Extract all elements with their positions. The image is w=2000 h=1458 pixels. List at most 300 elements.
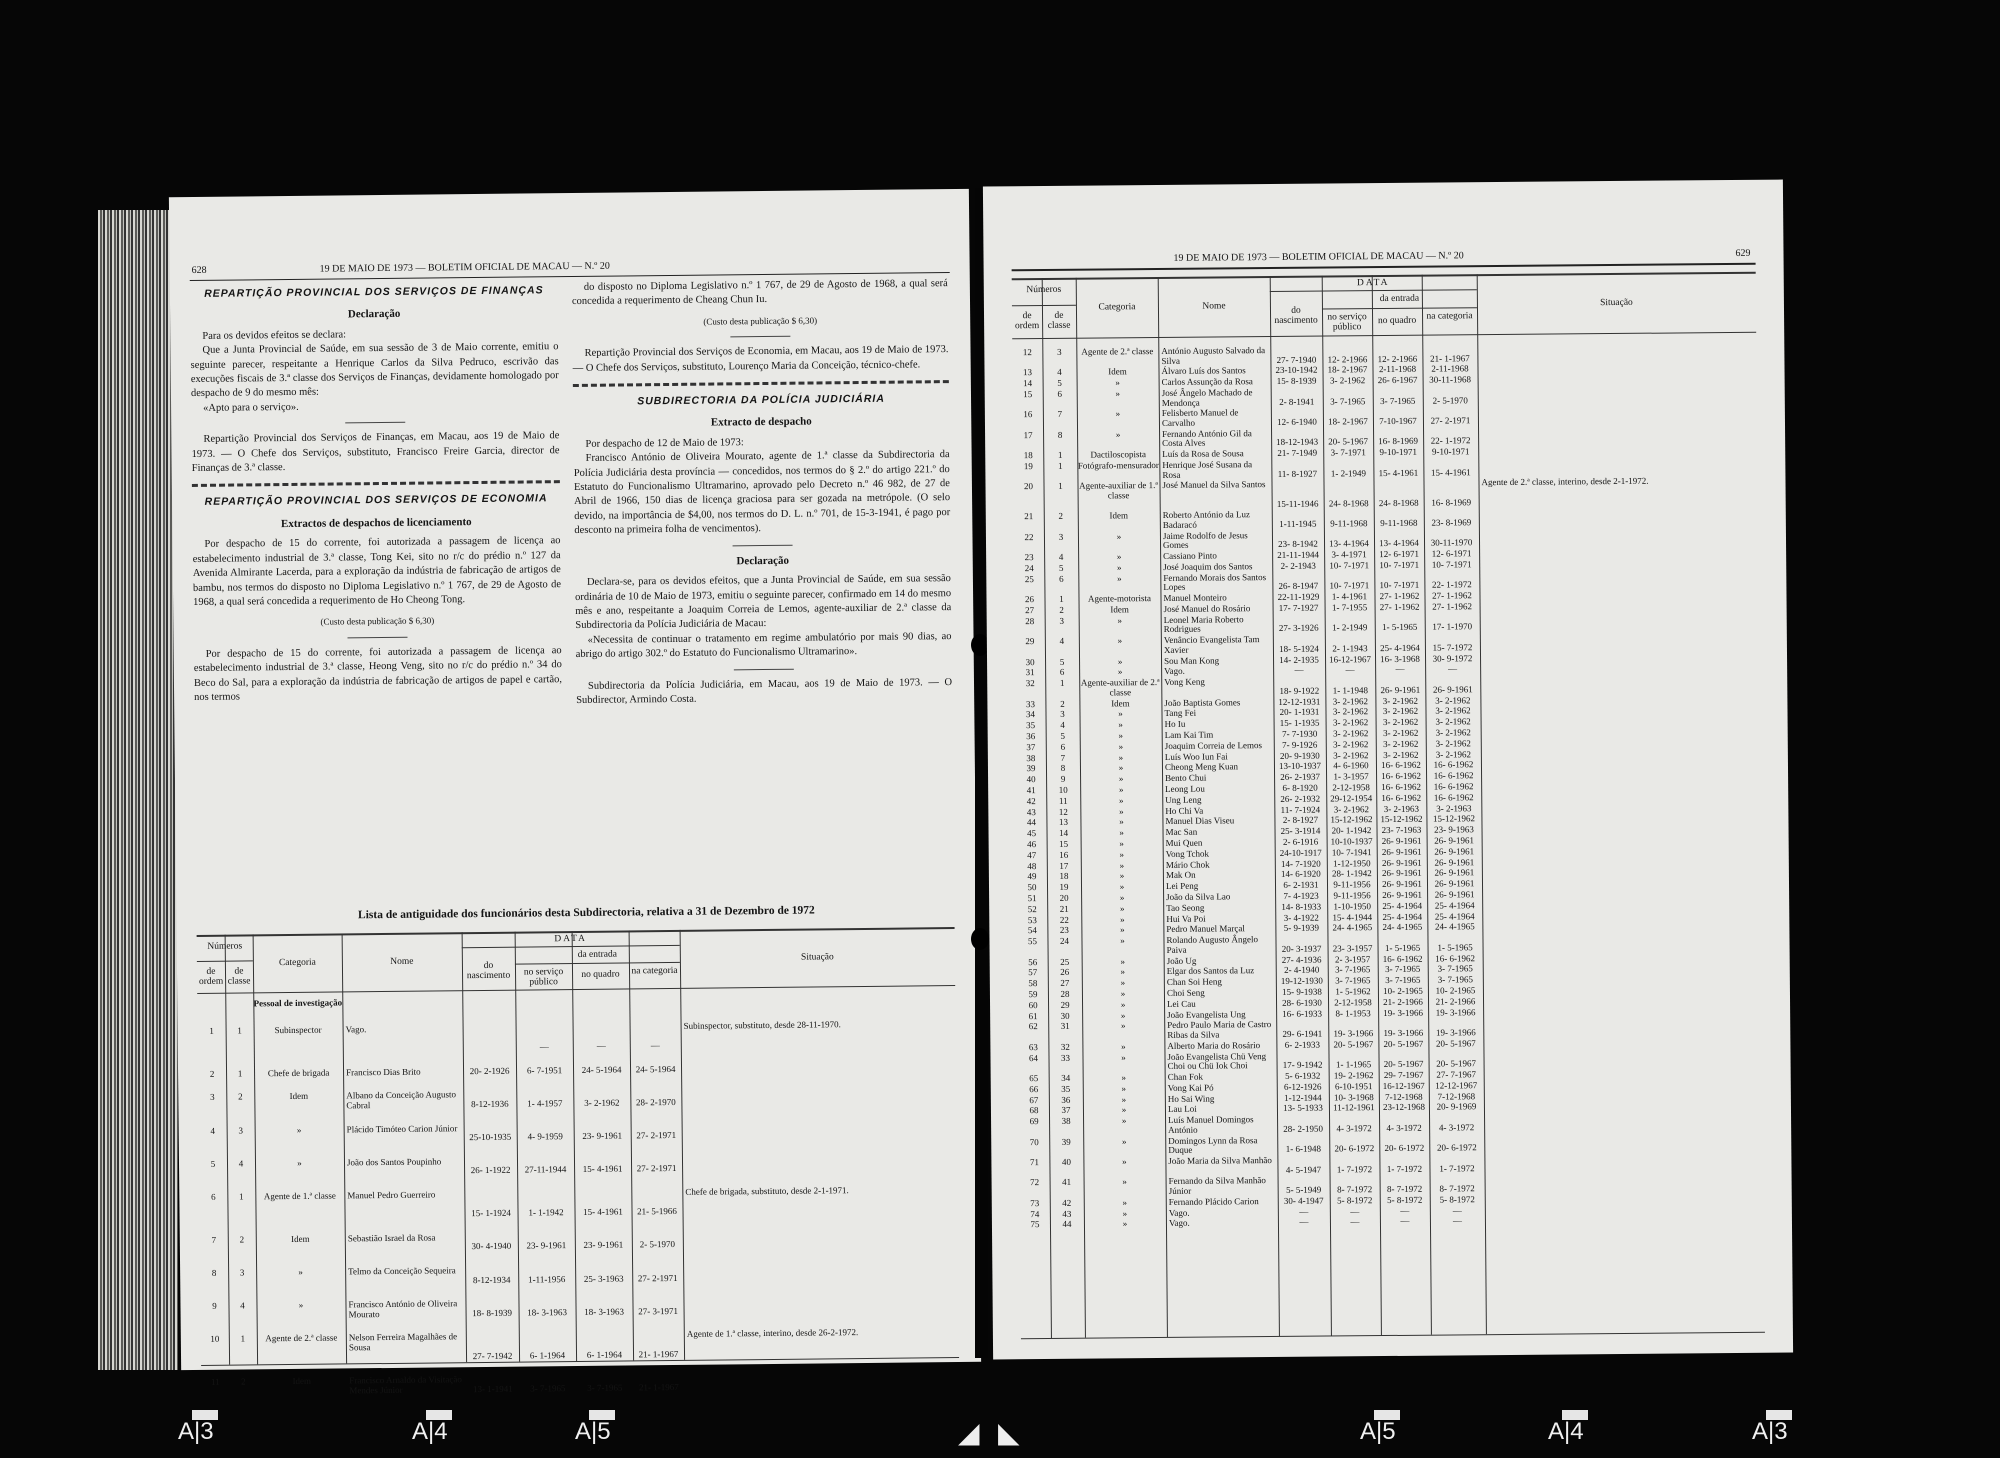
cell-nascimento: 13-10-1937 <box>1278 760 1322 772</box>
cell-nascimento: 29- 6-1941 <box>1282 1028 1323 1039</box>
cell-situacao <box>1485 920 1759 922</box>
film-frame-mark: A|3 <box>178 1418 214 1445</box>
cell-ordem: 10 <box>210 1334 220 1345</box>
cell-ordem: 33 <box>1025 698 1035 709</box>
cell-categoria: » <box>1117 655 1123 666</box>
cell-quadro: 6- 1-1964 <box>586 1349 623 1360</box>
cell-categoria: » <box>1118 708 1123 719</box>
cell-nascimento: 18- 5-1924 <box>1279 643 1319 654</box>
cell-categoria-data: 20- 5-1967 <box>1435 1038 1476 1049</box>
cell-nome: Fernando Morais dos Santos Lopes <box>1163 571 1267 593</box>
cell-categoria: » <box>1120 977 1126 988</box>
cell-categoria-data: 12- 6-1971 <box>1431 548 1472 559</box>
cell-categoria: » <box>1118 784 1124 795</box>
cell-categoria-data: 21- 5-1966 <box>637 1206 677 1217</box>
cell-nascimento: 2- 6-1916 <box>1282 836 1319 847</box>
cell-categoria: » <box>1120 966 1126 977</box>
cell-categoria-data: 15- 4-1961 <box>1430 466 1471 478</box>
cell-classe: 35 <box>1061 1083 1071 1094</box>
header-data: DATA <box>554 933 588 945</box>
table-row <box>198 1062 956 1079</box>
cell-categoria: » <box>296 1124 302 1135</box>
cell-servico-publico: 4- 6-1960 <box>1333 760 1369 771</box>
cell-situacao <box>1487 1131 1761 1133</box>
cell-nome: Rolando Augusto Ângelo Paiva <box>1166 934 1259 955</box>
cell-nascimento: 6-12-1926 <box>1283 1081 1322 1092</box>
cell-servico-publico: 20- 5-1967 <box>1328 436 1369 447</box>
cell-classe: 31 <box>1060 1021 1070 1032</box>
cell-nome: Ung Leng <box>1165 794 1202 805</box>
cell-ordem: 59 <box>1028 989 1038 1000</box>
cell-quadro: 15- 4-1961 <box>1378 467 1419 478</box>
cell-nascimento: — <box>1299 1217 1309 1228</box>
cell-situacao <box>1486 951 1760 953</box>
cell-quadro: 25- 4-1964 <box>1382 900 1423 911</box>
cell-quadro: 1- 7-1972 <box>1386 1163 1423 1174</box>
header-categoria: Categoria <box>1098 302 1136 313</box>
cell-servico-publico: 15- 4-1944 <box>1332 911 1373 923</box>
cell-nascimento: 15- 1-1935 <box>1279 717 1320 729</box>
cell-ordem: 45 <box>1026 828 1037 839</box>
table-row <box>199 1152 957 1176</box>
cell-situacao <box>1481 445 1755 447</box>
cell-classe: 19 <box>1059 881 1069 893</box>
cell-categoria: » <box>1116 531 1122 542</box>
cell-categoria-data: 23- 8-1969 <box>1431 517 1472 528</box>
cell-categoria-data: 3- 2-1962 <box>1435 738 1471 749</box>
cell-categoria-data: 22- 1-1972 <box>1430 435 1471 447</box>
cell-servico-publico: 9-11-1968 <box>1330 518 1368 529</box>
ornament-rule <box>573 380 949 387</box>
cell-categoria-data: — <box>1452 1215 1462 1226</box>
cell-nascimento: 28- 6-1930 <box>1282 997 1322 1008</box>
cell-ordem: 73 <box>1030 1197 1040 1208</box>
header-rule <box>1012 263 1756 271</box>
cell-nascimento: 27- 7-1942 <box>472 1350 513 1361</box>
cell-classe: 5 <box>1058 562 1064 573</box>
cell-quadro: 26- 9-1961 <box>1381 857 1422 868</box>
cell-nome: Manuel Pedro Guerreiro <box>347 1189 436 1201</box>
cell-categoria-data: 1- 5-1965 <box>1437 942 1473 953</box>
cell-nome: Hui Va Poi <box>1166 913 1206 924</box>
cell-quadro: 1- 5-1965 <box>1384 942 1421 953</box>
cell-servico-publico: 8- 1-1953 <box>1335 1007 1371 1019</box>
cell-classe: 37 <box>1061 1105 1071 1116</box>
cell-categoria-data: 25- 4-1964 <box>1434 900 1475 911</box>
cell-servico-publico: 2- 3-1957 <box>1334 953 1371 965</box>
cell-situacao <box>1488 1203 1762 1205</box>
cell-quadro: 16- 6-1962 <box>1381 792 1422 803</box>
cell-nascimento: 12- 6-1940 <box>1277 416 1317 427</box>
cell-quadro: 23- 7-1963 <box>1381 824 1422 836</box>
cell-situacao <box>1485 845 1759 847</box>
cell-nascimento: 27- 4-1936 <box>1281 954 1322 965</box>
cell-categoria-data: 20- 6-1972 <box>1436 1142 1477 1153</box>
cell-ordem: 28 <box>1025 615 1035 626</box>
cell-quadro: 16- 6-1962 <box>1381 781 1422 793</box>
cell-situacao <box>685 1152 955 1155</box>
cell-servico-publico: 18- 3-1963 <box>527 1306 568 1318</box>
paragraph: Por despacho de 15 do corrente, foi autorizada a passagem de licença ao estabelecimento industrial de 3.ª classe, Tong Kei, sito no r/c do prédio n.º 127 da Avenida Almirante Lacerda, para a exploração da indústria de fabricação de artigos de bambu, nos termos do disposto no Diploma Legislativo n.º 1 767, de 29 de Agosto de 1968, a qual será concedida a requerimento de Ho Cheong Tong. <box>192 535 562 608</box>
cell-situacao <box>1482 506 1756 508</box>
paragraph: «Apto para o serviço». <box>203 401 299 414</box>
cell-categoria-data: 25- 4-1964 <box>1434 910 1475 922</box>
cell-categoria: Chefe de brigada <box>267 1067 330 1079</box>
cell-categoria: » <box>298 1266 303 1277</box>
cell-servico-publico: 10- 7-1941 <box>1331 846 1372 858</box>
cell-quadro: 16- 6-1962 <box>1381 770 1421 782</box>
cell-quadro: 15-12-1962 <box>1380 814 1423 825</box>
cell-servico-publico: 1- 2-1949 <box>1330 467 1367 479</box>
header-de-ordem: de ordem <box>198 966 224 987</box>
cell-quadro: 4- 3-1972 <box>1386 1122 1422 1133</box>
cell-nome: Luís Woo Iun Fai <box>1164 750 1228 762</box>
cell-nascimento: 19-12-1930 <box>1280 975 1323 987</box>
cell-classe: 21 <box>1059 903 1069 914</box>
cell-ordem: 31 <box>1025 667 1035 678</box>
cell-categoria: » <box>1117 615 1122 626</box>
cell-quadro: 19- 3-1966 <box>1383 1027 1424 1039</box>
cell-servico-publico: 2-12-1958 <box>1334 996 1372 1008</box>
cell-nome: Francisco Dias Brito <box>346 1066 421 1078</box>
cell-categoria: » <box>1117 635 1123 646</box>
header-nome: Nome <box>390 957 414 968</box>
cell-classe: 2 <box>1058 511 1064 522</box>
cell-ordem: 48 <box>1027 860 1037 871</box>
cell-ordem: 58 <box>1028 978 1038 989</box>
cell-categoria-data: 27- 3-1971 <box>638 1305 678 1317</box>
cell-situacao <box>1484 726 1758 728</box>
cell-nome: Lei Peng <box>1165 880 1199 892</box>
cell-quadro: 16- 6-1962 <box>1382 953 1423 964</box>
cell-quadro: 3- 7-1965 <box>1380 395 1416 406</box>
cell-nome: Bento Chui <box>1165 772 1207 784</box>
cell-nascimento: 30- 4-1947 <box>1283 1195 1324 1206</box>
cell-categoria: Idem <box>289 1091 309 1102</box>
cell-categoria-data: 27- 2-1971 <box>636 1130 677 1141</box>
cell-quadro: 26- 6-1967 <box>1377 374 1418 386</box>
cell-quadro: 3- 2-1962 <box>1382 695 1419 706</box>
cell-categoria-data: 21- 1-1967 <box>638 1348 679 1359</box>
cell-servico-publico: 1- 1-1942 <box>528 1207 564 1218</box>
cell-categoria-data: 26- 9-1961 <box>1434 878 1475 889</box>
film-arrow-right-icon: ◣ <box>998 1418 1020 1449</box>
cell-categoria-data: 4- 3-1972 <box>1438 1122 1475 1133</box>
cell-quadro: 24- 5-1964 <box>581 1064 622 1075</box>
cell-classe: 3 <box>239 1267 245 1278</box>
cell-servico-publico: 3- 4-1971 <box>1331 549 1367 560</box>
cell-quadro: 3- 2-1962 <box>584 1097 620 1108</box>
cell-situacao <box>1484 812 1758 814</box>
cell-nome: Felisberto Manuel de Carvalho <box>1161 407 1239 428</box>
cell-quadro: 15- 4-1961 <box>582 1163 623 1175</box>
cell-classe: 27 <box>1060 977 1070 989</box>
cell-categoria: » <box>1118 751 1124 762</box>
cell-servico-publico: 4- 9-1959 <box>527 1131 563 1142</box>
cell-nome: Ho Iu <box>1164 718 1186 730</box>
header-data: DATA <box>1356 277 1390 289</box>
ornament-rule <box>192 481 560 488</box>
cell-nascimento: 7- 7-1930 <box>1282 728 1318 739</box>
cell-classe: 29 <box>1060 999 1070 1010</box>
cell-servico-publico: 15-12-1962 <box>1330 814 1373 825</box>
cell-classe: 4 <box>238 1158 244 1169</box>
cell-categoria-data: 3- 2-1962 <box>1435 748 1472 760</box>
cell-situacao <box>1487 1089 1761 1091</box>
cell-categoria-data: 5- 8-1972 <box>1439 1194 1475 1205</box>
cell-servico-publico: 3- 2-1962 <box>1333 803 1370 815</box>
table-row <box>200 1261 958 1285</box>
table-row <box>200 1294 958 1320</box>
cell-categoria-data: 1- 7-1972 <box>1439 1162 1475 1174</box>
cell-ordem: 69 <box>1029 1116 1039 1127</box>
cost-note: (Custo desta publicação $ 6,30) <box>703 315 818 327</box>
cell-nascimento: — <box>1299 1206 1309 1217</box>
cell-situacao <box>1484 823 1758 825</box>
cell-servico-publico: 6-10-1951 <box>1334 1080 1373 1092</box>
cell-nascimento: 21- 7-1949 <box>1277 447 1318 459</box>
cell-categoria: Idem <box>1111 697 1130 709</box>
cell-situacao <box>1483 611 1757 613</box>
cell-situacao <box>1485 855 1759 857</box>
column-divider <box>680 930 686 1360</box>
cell-nome: Vong Keng <box>1164 676 1205 688</box>
cell-classe: 3 <box>1060 709 1065 720</box>
cell-classe: 5 <box>1060 730 1065 741</box>
cell-categoria: » <box>1119 859 1125 870</box>
cell-categoria: Idem <box>1109 510 1129 521</box>
cell-ordem: 61 <box>1028 1010 1038 1021</box>
cell-categoria: » <box>1117 573 1122 584</box>
cell-categoria-data: 16- 6-1962 <box>1433 781 1474 792</box>
cell-servico-publico: 1- 5-1962 <box>1335 986 1371 997</box>
cell-ordem: 23 <box>1024 552 1034 563</box>
cell-quadro: 23- 9-1961 <box>583 1239 624 1251</box>
paragraph: Para os devidos efeitos se declara: <box>202 329 347 342</box>
cell-quadro: 20- 5-1967 <box>1383 1058 1424 1070</box>
cell-situacao <box>1485 877 1759 879</box>
cell-quadro: 12- 6-1971 <box>1379 548 1420 560</box>
cell-ordem: 24 <box>1024 563 1034 574</box>
cell-classe: 6 <box>1060 741 1066 752</box>
cell-ordem: 26 <box>1024 594 1035 605</box>
cell-situacao <box>1481 404 1755 406</box>
cell-quadro: 12- 2-1966 <box>1377 353 1418 364</box>
cell-ordem: 11 <box>210 1376 220 1388</box>
cell-categoria: » <box>1120 1009 1126 1020</box>
cell-nascimento: 18- 9-1922 <box>1279 685 1320 696</box>
cell-nome: Domingos Lynn da Rosa Duque <box>1168 1134 1258 1156</box>
cell-situacao <box>1483 673 1757 675</box>
cell-nascimento: 20- 2-1926 <box>469 1065 510 1076</box>
cell-nascimento: 21-11-1944 <box>1277 549 1319 561</box>
cell-servico-publico: 24- 4-1965 <box>1332 922 1373 933</box>
cell-classe: 25 <box>1060 956 1070 967</box>
cell-quadro: 7-10-1967 <box>1379 415 1417 427</box>
cell-quadro: 3- 2-1962 <box>1382 716 1419 728</box>
cell-nascimento: 22-11-1929 <box>1277 591 1320 603</box>
cell-nome: Chan Soi Heng <box>1166 976 1222 988</box>
header-do-nascimento: do nascimento <box>1274 305 1318 326</box>
cell-quadro: 27- 1-1962 <box>1379 601 1420 613</box>
cell-classe: 24 <box>1059 935 1070 947</box>
cell-quadro: 26- 9-1961 <box>1381 835 1422 847</box>
cell-situacao <box>1486 973 1760 975</box>
cell-servico-publico: 16-12-1967 <box>1328 653 1372 665</box>
cell-nome: Vago. <box>1168 1207 1190 1218</box>
cell-categoria: » <box>1121 1104 1127 1115</box>
cell-situacao <box>1482 589 1756 591</box>
paragraph: Por despacho de 15 do corrente, foi autorizada a passagem de licença ao estabelecimento industrial de 3.ª classe, Heong Veng, sito no r/c do prédio n.º 34 do Beco do Sal, para a exploração da indústria de fabricação de artigos de papel e cartão, nos termos <box>193 644 563 703</box>
cell-ordem: 38 <box>1026 752 1036 763</box>
cell-servico-publico: 1- 2-1949 <box>1332 622 1368 633</box>
film-arrow-left-icon: ◢ <box>958 1418 980 1449</box>
cell-nome: Elgar dos Santos da Luz <box>1166 965 1255 977</box>
page-number: 628 <box>191 264 207 276</box>
cell-classe: 33 <box>1060 1052 1071 1063</box>
cell-nascimento: 5- 6-1932 <box>1285 1070 1321 1081</box>
cell-ordem: 68 <box>1029 1105 1039 1116</box>
cell-ordem: 3 <box>210 1092 215 1103</box>
cell-situacao <box>686 1261 956 1264</box>
cell-ordem: 74 <box>1030 1208 1040 1219</box>
column-divider <box>342 933 348 1363</box>
subheading: Declaração <box>347 308 401 321</box>
cell-nome: Ho Chi Va <box>1165 805 1204 816</box>
cell-categoria-data: 27- 1-1962 <box>1432 590 1472 601</box>
cell-categoria: » <box>1119 827 1124 838</box>
cell-classe: 6 <box>1059 573 1064 584</box>
cell-categoria-data: 30-11-1968 <box>1429 374 1471 385</box>
cell-categoria: » <box>1120 955 1125 966</box>
cell-categoria: » <box>1118 719 1123 730</box>
cell-nome: Sou Man Kong <box>1163 655 1220 666</box>
cell-nome: João Evangelista Chü Veng Choi ou Chü Iok Choi <box>1167 1050 1267 1072</box>
cell-categoria-data: 30-11-1970 <box>1430 537 1473 549</box>
cell-quadro: 16-12-1967 <box>1382 1080 1425 1091</box>
cell-categoria-data: 16- 6-1962 <box>1433 759 1474 770</box>
cell-quadro: 9-11-1968 <box>1380 517 1418 529</box>
cell-nome: Plácido Timóteo Carion Júnior <box>346 1122 458 1135</box>
cell-ordem: 41 <box>1026 785 1036 796</box>
cell-servico-publico: 23- 9-1961 <box>526 1240 567 1251</box>
cell-categoria: » <box>1121 1072 1126 1083</box>
cell-situacao <box>1488 1172 1762 1174</box>
header-numeros: Números <box>207 941 243 952</box>
cell-servico-publico: 9-11-1956 <box>1333 879 1371 890</box>
cell-nascimento: — <box>1294 665 1304 676</box>
cell-ordem: 40 <box>1026 774 1036 785</box>
cell-situacao <box>1482 558 1756 560</box>
cell-quadro: — <box>596 1040 606 1051</box>
cell-categoria-data: 21- 2-1966 <box>1435 996 1476 1007</box>
cell-ordem: 20 <box>1023 481 1034 492</box>
cell-classe: 1 <box>1059 594 1064 605</box>
cell-servico-publico: 10- 7-1971 <box>1329 560 1370 571</box>
cell-categoria-data: 2- 5-1970 <box>639 1239 676 1250</box>
cell-nome: José Manuel da Silva Santos <box>1162 479 1266 491</box>
cell-categoria-data: — <box>1452 1204 1462 1216</box>
cell-nome: Pedro Paulo Maria de Castro Ribas da Silva <box>1167 1019 1272 1040</box>
cell-nome: Choi Seng <box>1166 987 1205 998</box>
cell-categoria: Dactiloscopista <box>1090 449 1147 460</box>
cell-nome: Tang Fei <box>1164 708 1197 719</box>
cell-nascimento: 4- 5-1947 <box>1285 1164 1322 1175</box>
cell-servico-publico: 9-11-1956 <box>1333 890 1371 901</box>
cell-ordem: 30 <box>1025 656 1035 667</box>
separator-rule <box>734 668 794 670</box>
cell-categoria-data: 17- 1-1970 <box>1432 621 1473 632</box>
cell-quadro: 15- 4-1961 <box>583 1206 623 1218</box>
paragraph: Repartição Provincial dos Serviços de Finanças, em Macau, aos 19 de Maio de 1973. — O Chefe dos Serviços, substituto, Francisco Freire Garcia, director de Finanças de 3.ª classe. <box>191 430 560 475</box>
cell-servico-publico: 29-12-1954 <box>1330 792 1373 804</box>
cell-ordem: 14 <box>1023 378 1033 389</box>
cell-situacao <box>1482 527 1756 529</box>
cell-categoria-data: 7-12-1968 <box>1437 1090 1476 1102</box>
cell-categoria: » <box>1118 773 1124 784</box>
cell-servico-publico: 27-11-1944 <box>524 1164 567 1175</box>
cell-nascimento: 1- 6-1948 <box>1285 1143 1321 1155</box>
cell-nome: João dos Santos Poupinho <box>346 1156 442 1168</box>
cell-situacao <box>684 1062 954 1065</box>
table-header-rule <box>197 985 955 994</box>
cell-classe: 41 <box>1062 1177 1072 1188</box>
cell-categoria-data: 16- 6-1962 <box>1433 792 1474 803</box>
cell-situacao <box>1484 715 1758 717</box>
cell-nome: Fernando António Gil da Costa Alves <box>1162 427 1252 449</box>
cell-servico-publico: 6- 7-1951 <box>526 1064 563 1076</box>
paragraph: Subdirectoria da Polícia Judiciária, em Macau, aos 19 de Maio de 1973. — O Subdirector, Armindo Costa. <box>576 676 953 706</box>
cell-servico-publico: 2-12-1958 <box>1332 782 1370 793</box>
cell-classe: 2 <box>239 1234 245 1245</box>
table-row <box>198 1085 956 1111</box>
cell-quadro: 24- 4-1965 <box>1382 922 1423 933</box>
cell-categoria-data: 28- 2-1970 <box>635 1096 676 1108</box>
cell-nascimento: 24-10-1917 <box>1279 847 1322 858</box>
cell-servico-publico: 1- 1-1965 <box>1335 1059 1372 1070</box>
cell-classe: 4 <box>1058 552 1064 563</box>
table-row <box>200 1228 958 1252</box>
cell-classe: 7 <box>1057 409 1063 420</box>
cell-classe: 3 <box>1059 615 1064 626</box>
cell-classe: 2 <box>1060 698 1065 709</box>
cell-nome: Vago. <box>1164 666 1185 677</box>
cell-classe: 10 <box>1058 784 1068 795</box>
cell-situacao <box>1484 737 1758 739</box>
cell-classe: 4 <box>1060 720 1065 731</box>
subheading: Extractos de despachos de licenciamento <box>280 515 472 530</box>
cell-situacao <box>1484 769 1758 771</box>
cell-categoria-data: 12-12-1967 <box>1435 1080 1478 1091</box>
cell-quadro: 27- 1-1962 <box>1379 590 1420 602</box>
cell-classe: 7 <box>1060 752 1066 763</box>
cell-nome: Fernando Plácido Carion <box>1168 1195 1259 1207</box>
cell-quadro: 29- 7-1967 <box>1383 1069 1424 1081</box>
cell-categoria: Agente de 2.ª classe <box>265 1332 338 1344</box>
cell-ordem: 63 <box>1028 1041 1038 1052</box>
cell-ordem: 56 <box>1028 956 1038 967</box>
cell-nome: Leonel Maria Roberto Rodrigues <box>1163 614 1244 635</box>
cell-situacao: Chefe de brigada, substituto, desde 2-1-1971. <box>685 1185 849 1197</box>
cell-categoria: Idem <box>1108 366 1127 377</box>
cell-quadro: 5- 8-1972 <box>1387 1194 1423 1205</box>
cell-categoria: » <box>1115 388 1121 399</box>
cell-servico-publico: 3- 7-1965 <box>1335 975 1371 986</box>
left-page <box>169 189 981 1396</box>
header-na-categoria: na categoria <box>631 965 678 977</box>
cell-servico-publico: 20- 1-1942 <box>1331 825 1372 836</box>
cell-situacao <box>1482 547 1756 549</box>
